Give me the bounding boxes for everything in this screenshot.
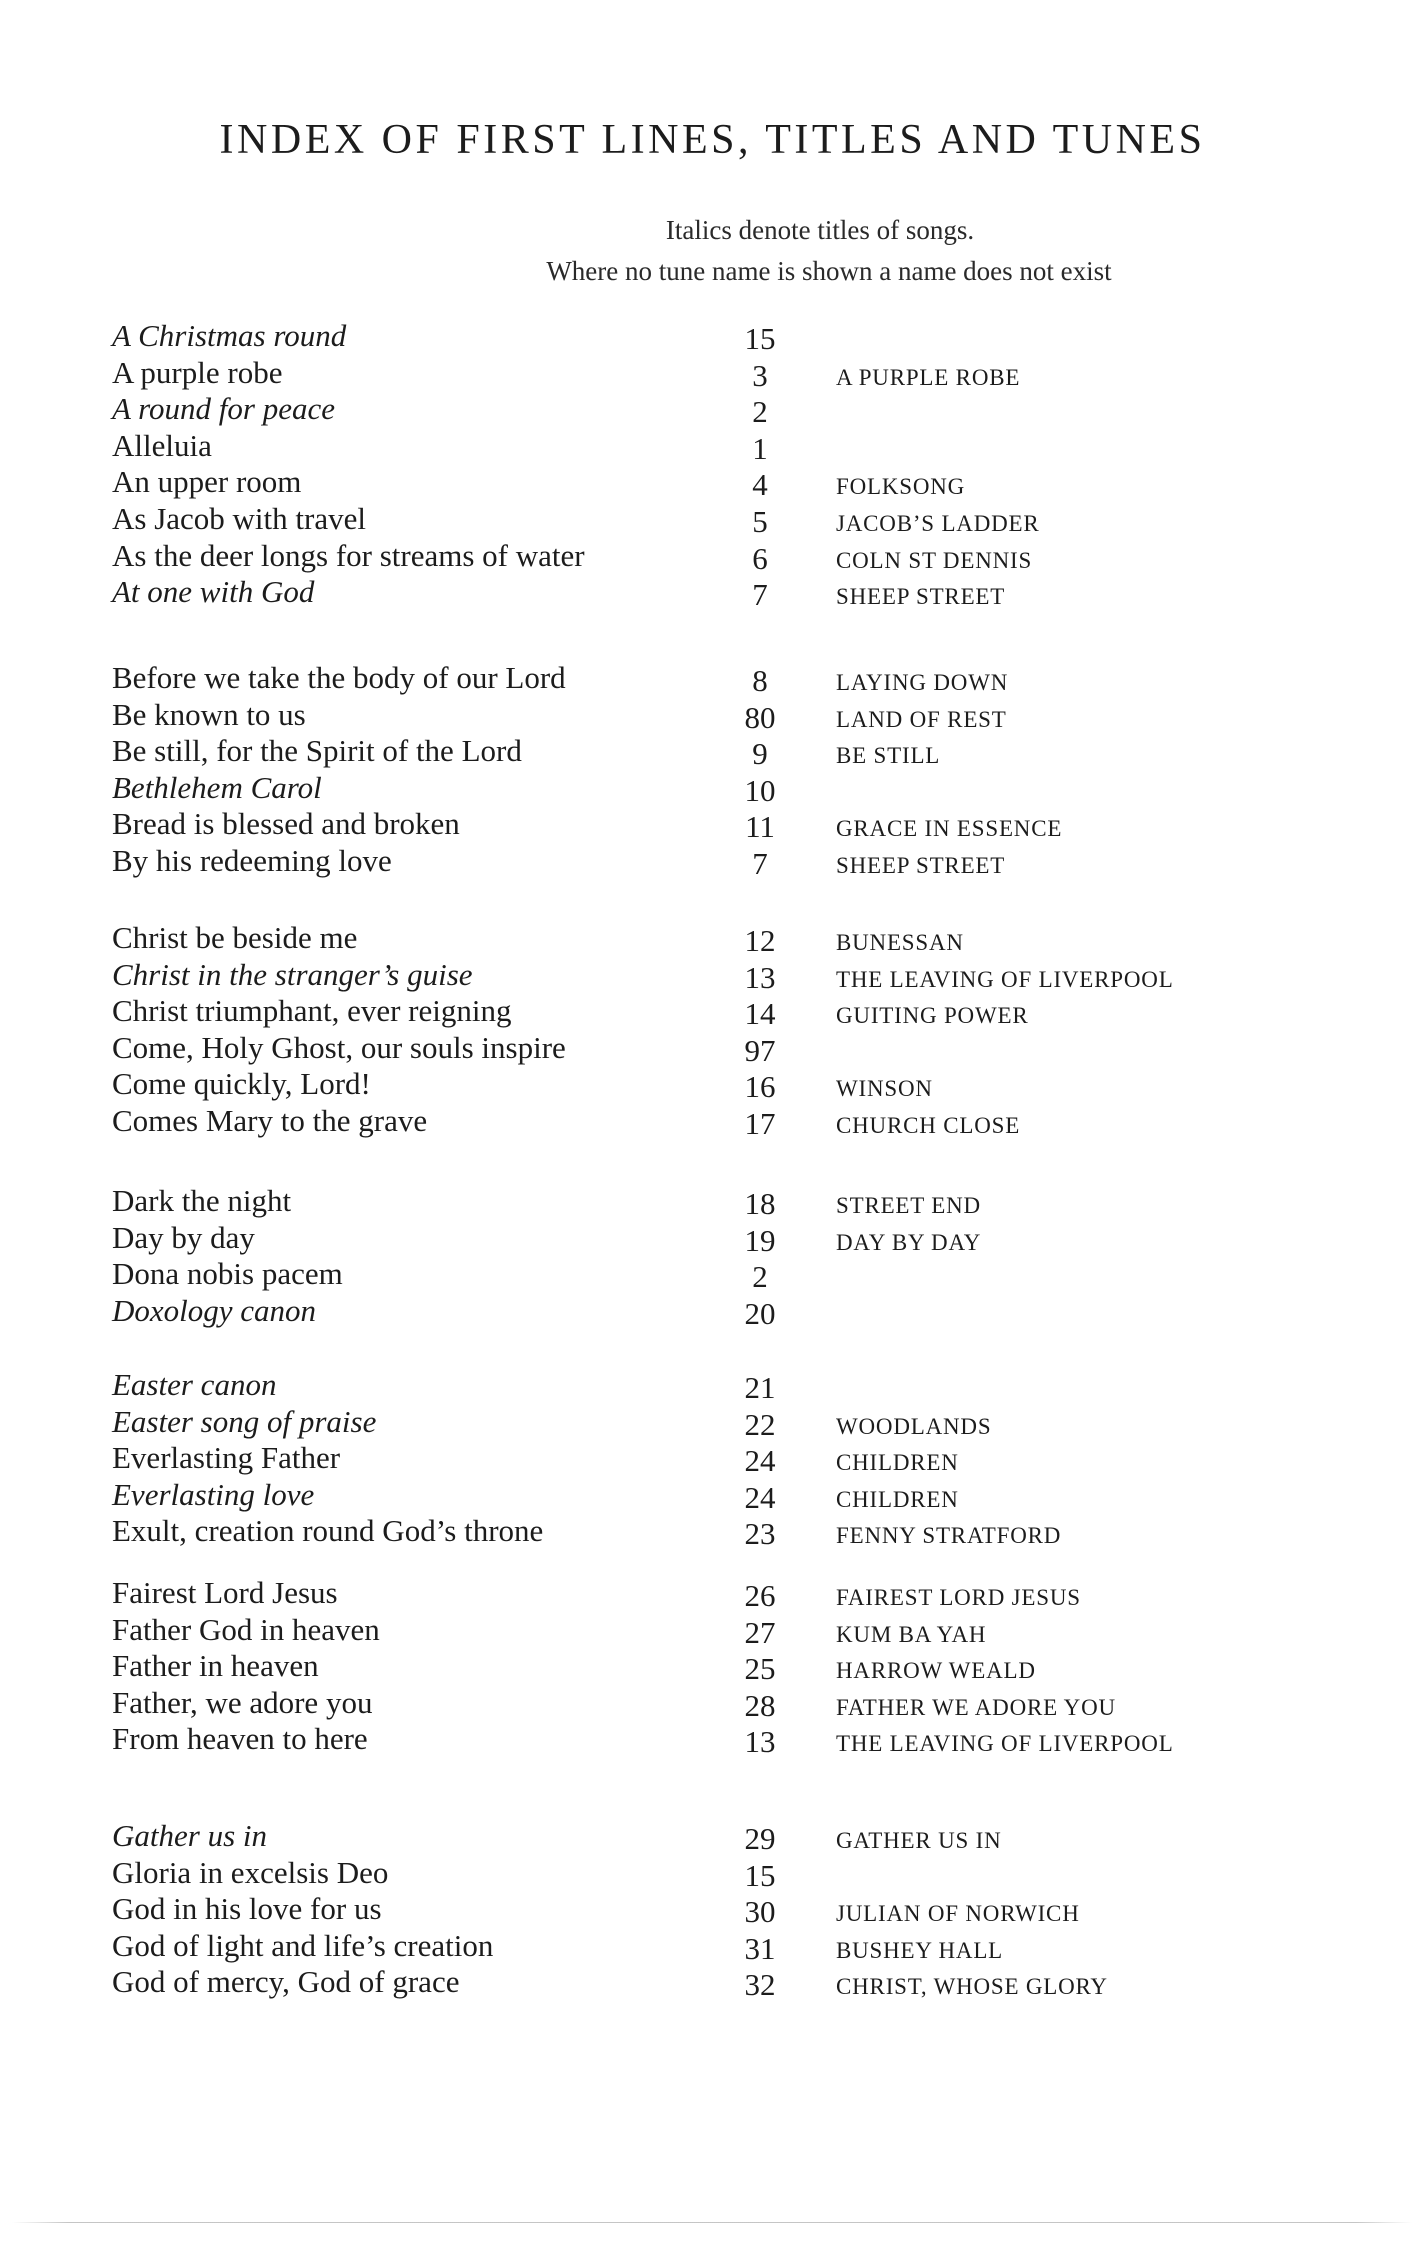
first-line: Gloria in excelsis Deo bbox=[112, 1854, 389, 1890]
tune-name: KUM BA YAH bbox=[836, 1621, 987, 1647]
index-entry bbox=[0, 1367, 1425, 1403]
hymn-number: 21 bbox=[744, 1370, 776, 1405]
song-title: A round for peace bbox=[112, 391, 335, 427]
index-entry bbox=[0, 1964, 1425, 2003]
hymn-number: 15 bbox=[744, 321, 776, 356]
hymn-number: 1 bbox=[752, 430, 768, 466]
index-entry bbox=[0, 1220, 1425, 1256]
tune-name: JACOB’S LADDER bbox=[836, 511, 1040, 536]
tune-name: JULIAN OF NORWICH bbox=[836, 1901, 1080, 1927]
tune-name: FATHER WE ADORE YOU bbox=[836, 1694, 1116, 1720]
tune-name: COLN ST DENNIS bbox=[836, 547, 1033, 573]
tune-name: GRACE IN ESSENCE bbox=[836, 816, 1063, 842]
first-line: God of light and life’s creation bbox=[112, 1927, 494, 1963]
hymn-number: 15 bbox=[744, 1857, 776, 1893]
tune-name: SHEEP STREET bbox=[836, 584, 1006, 610]
first-line: A purple robe bbox=[112, 354, 283, 390]
hymn-number: 6 bbox=[752, 540, 768, 576]
index-entry bbox=[0, 501, 1425, 537]
first-line: Come quickly, Lord! bbox=[112, 1066, 371, 1102]
hymn-number: 80 bbox=[744, 699, 776, 735]
song-title: Everlasting love bbox=[112, 1476, 315, 1512]
first-line: Dark the night bbox=[112, 1183, 292, 1218]
tune-name: GUITING POWER bbox=[836, 1003, 1029, 1029]
index-entry bbox=[0, 464, 1425, 503]
first-line: Christ triumphant, ever reigning bbox=[112, 993, 512, 1029]
first-line: Bread is blessed and broken bbox=[112, 806, 460, 842]
first-line: Before we take the body of our Lord bbox=[112, 660, 566, 695]
hymn-number: 2 bbox=[752, 394, 768, 430]
hymn-number: 30 bbox=[744, 1894, 776, 1930]
page-title: INDEX OF FIRST LINES, TITLES AND TUNES bbox=[219, 117, 1206, 163]
first-line: Father, we adore you bbox=[112, 1684, 373, 1720]
tune-name: BUNESSAN bbox=[836, 930, 964, 955]
first-line: Father God in heaven bbox=[112, 1611, 380, 1647]
hymn-number: 7 bbox=[752, 846, 768, 881]
hymn-number: 29 bbox=[744, 1821, 776, 1856]
hymn-number: 31 bbox=[744, 1930, 776, 1966]
index-entry bbox=[0, 1575, 1425, 1611]
tune-name: HARROW WEALD bbox=[836, 1658, 1036, 1684]
footer-rule bbox=[12, 2222, 1412, 2223]
first-line: By his redeeming love bbox=[112, 843, 392, 878]
hymn-number: 2 bbox=[752, 1259, 768, 1295]
first-line: Be known to us bbox=[112, 696, 306, 732]
index-entry bbox=[0, 1685, 1425, 1721]
index-entry bbox=[0, 1891, 1425, 1930]
first-line: Come, Holy Ghost, our souls inspire bbox=[112, 1029, 566, 1065]
index-entry bbox=[0, 1103, 1425, 1139]
hymn-number: 18 bbox=[744, 1186, 776, 1221]
hymn-number: 28 bbox=[744, 1687, 776, 1723]
index-entry bbox=[0, 1440, 1425, 1479]
hymn-number: 16 bbox=[744, 1069, 776, 1105]
tune-name: THE LEAVING OF LIVERPOOL bbox=[836, 1731, 1174, 1757]
tune-name: BE STILL bbox=[836, 743, 941, 769]
first-line: From heaven to here bbox=[112, 1721, 368, 1757]
tune-name: A PURPLE ROBE bbox=[836, 364, 1021, 390]
first-line: As Jacob with travel bbox=[112, 501, 366, 536]
hymn-number: 97 bbox=[744, 1032, 776, 1068]
hymn-number: 24 bbox=[744, 1479, 776, 1515]
hymn-number: 13 bbox=[744, 959, 776, 995]
first-line: Be still, for the Spirit of the Lord bbox=[112, 733, 522, 769]
hymn-number: 25 bbox=[744, 1651, 776, 1687]
hymn-number: 10 bbox=[744, 772, 776, 808]
tune-name: STREET END bbox=[836, 1193, 981, 1218]
hymn-number: 32 bbox=[744, 1967, 776, 2003]
hymn-number: 12 bbox=[744, 923, 776, 958]
hymn-number: 20 bbox=[744, 1295, 776, 1331]
first-line: Exult, creation round God’s throne bbox=[112, 1513, 544, 1549]
first-line: Christ be beside me bbox=[112, 920, 358, 955]
first-line: As the deer longs for streams of water bbox=[112, 537, 585, 573]
hymn-number: 22 bbox=[744, 1406, 776, 1442]
index-entry bbox=[0, 1928, 1425, 1964]
first-line: An upper room bbox=[112, 464, 302, 500]
index-entry bbox=[0, 1183, 1425, 1219]
hymn-number: 23 bbox=[744, 1516, 776, 1552]
hymn-number: 8 bbox=[752, 663, 768, 698]
index-entry bbox=[0, 993, 1425, 1032]
index-entry bbox=[0, 391, 1425, 430]
tune-name: LAYING DOWN bbox=[836, 670, 1009, 695]
tune-name: CHILDREN bbox=[836, 1486, 959, 1512]
index-entry bbox=[0, 1648, 1425, 1687]
tune-name: SHEEP STREET bbox=[836, 853, 1006, 878]
index-entry bbox=[0, 1513, 1425, 1552]
first-line: Alleluia bbox=[112, 427, 212, 463]
index-entry bbox=[0, 1256, 1425, 1295]
index-entry bbox=[0, 733, 1425, 772]
index-entry bbox=[0, 1818, 1425, 1854]
hymn-number: 24 bbox=[744, 1443, 776, 1479]
first-line: God in his love for us bbox=[112, 1891, 382, 1927]
first-line: Everlasting Father bbox=[112, 1440, 341, 1476]
index-entry bbox=[0, 770, 1425, 806]
song-title: Easter song of praise bbox=[112, 1403, 377, 1439]
tune-name: WINSON bbox=[836, 1076, 933, 1102]
song-title: A Christmas round bbox=[112, 318, 347, 353]
tune-name: LAND OF REST bbox=[836, 706, 1007, 732]
hymn-number: 26 bbox=[744, 1578, 776, 1613]
first-line: Comes Mary to the grave bbox=[112, 1103, 428, 1138]
first-line: Dona nobis pacem bbox=[112, 1256, 343, 1292]
tune-name: FOLKSONG bbox=[836, 474, 966, 500]
hymn-number: 7 bbox=[752, 577, 768, 613]
tune-name: CHRIST, WHOSE GLORY bbox=[836, 1974, 1108, 2000]
index-entry bbox=[0, 1404, 1425, 1440]
song-title: Easter canon bbox=[112, 1367, 277, 1402]
index-entry bbox=[0, 1066, 1425, 1105]
song-title: Bethlehem Carol bbox=[112, 769, 322, 805]
song-title: At one with God bbox=[112, 574, 315, 610]
index-entry bbox=[0, 920, 1425, 956]
hymn-number: 27 bbox=[744, 1614, 776, 1650]
italics-note: Italics denote titles of songs. bbox=[665, 215, 975, 245]
index-entry bbox=[0, 428, 1425, 464]
song-title: Christ in the stranger’s guise bbox=[112, 956, 473, 992]
index-entry bbox=[0, 957, 1425, 993]
index-entry bbox=[0, 1721, 1425, 1760]
hymn-number: 3 bbox=[752, 357, 768, 393]
index-entry bbox=[0, 806, 1425, 845]
index-entry bbox=[0, 355, 1425, 391]
tune-note: Where no tune name is shown a name does not exist bbox=[546, 256, 1112, 286]
index-entry bbox=[0, 1612, 1425, 1648]
hymn-number: 11 bbox=[745, 809, 775, 845]
index-entry bbox=[0, 318, 1425, 354]
hymn-number: 17 bbox=[744, 1106, 776, 1141]
index-entry bbox=[0, 843, 1425, 879]
tune-name: GATHER US IN bbox=[836, 1828, 1002, 1853]
song-title: Gather us in bbox=[112, 1818, 267, 1853]
tune-name: BUSHEY HALL bbox=[836, 1937, 1004, 1963]
index-entry bbox=[0, 1477, 1425, 1513]
tune-name: DAY BY DAY bbox=[836, 1229, 982, 1255]
tune-name: FENNY STRATFORD bbox=[836, 1523, 1062, 1549]
index-entry bbox=[0, 1293, 1425, 1329]
hymn-number: 19 bbox=[744, 1222, 776, 1258]
index-entry bbox=[0, 660, 1425, 696]
tune-name: FAIREST LORD JESUS bbox=[836, 1585, 1081, 1610]
first-line: Day by day bbox=[112, 1219, 255, 1255]
index-entry bbox=[0, 1030, 1425, 1066]
index-entry bbox=[0, 697, 1425, 733]
tune-name: THE LEAVING OF LIVERPOOL bbox=[836, 966, 1174, 992]
first-line: God of mercy, God of grace bbox=[112, 1964, 460, 2000]
index-entry bbox=[0, 538, 1425, 574]
hymn-number: 5 bbox=[752, 504, 768, 539]
index-entry bbox=[0, 574, 1425, 613]
index-entry bbox=[0, 1855, 1425, 1891]
first-line: Father in heaven bbox=[112, 1648, 319, 1684]
first-line: Fairest Lord Jesus bbox=[112, 1575, 338, 1610]
hymn-number: 9 bbox=[752, 736, 768, 772]
tune-name: CHILDREN bbox=[836, 1450, 959, 1476]
song-title: Doxology canon bbox=[112, 1292, 317, 1328]
hymn-number: 13 bbox=[744, 1724, 776, 1760]
hymn-number: 4 bbox=[752, 467, 768, 503]
tune-name: WOODLANDS bbox=[836, 1413, 992, 1439]
tune-name: CHURCH CLOSE bbox=[836, 1113, 1021, 1138]
hymn-number: 14 bbox=[744, 996, 776, 1032]
